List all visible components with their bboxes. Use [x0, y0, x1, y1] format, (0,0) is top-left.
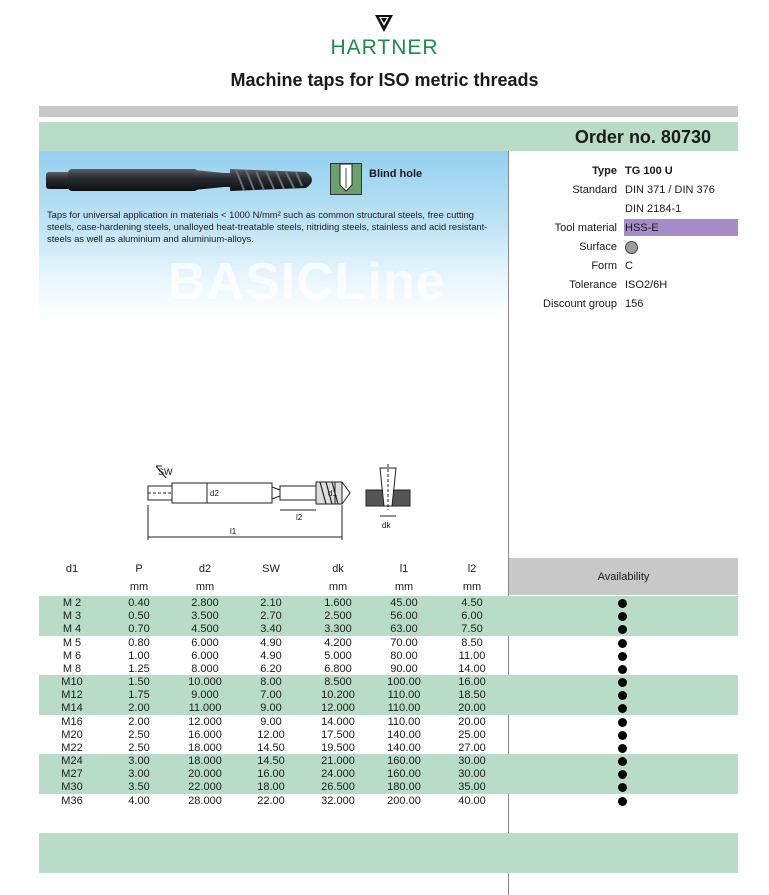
table-cell: 25.00 — [458, 728, 486, 741]
tap-dimension-diagram — [130, 458, 420, 540]
diagram-l1-label: l1 — [230, 527, 237, 536]
table-cell: 17.500 — [321, 728, 355, 741]
table-cell: 6.000 — [191, 636, 219, 649]
spec-value: DIN 371 / DIN 376 — [625, 184, 715, 196]
table-cell: M 4 — [62, 623, 82, 636]
table-cell: 22.000 — [188, 781, 222, 794]
column-header: P — [135, 563, 143, 575]
table-row — [39, 702, 738, 715]
table-cell: 20.00 — [458, 702, 486, 715]
table-cell: 1.25 — [128, 662, 150, 675]
table-cell: 20.00 — [458, 715, 486, 728]
availability-dot-icon — [618, 797, 627, 806]
table-cell: 110.00 — [387, 689, 421, 702]
spec-discount-group — [509, 295, 739, 314]
availability-dot-icon — [618, 599, 627, 608]
diagram-l2-label: l2 — [296, 513, 303, 522]
surface-uncoated-icon — [625, 241, 638, 254]
table-cell: 1.00 — [128, 649, 150, 662]
table-row — [39, 716, 738, 729]
table-cell: 180.00 — [387, 781, 421, 794]
hartner-logo-icon — [373, 12, 395, 34]
table-cell: 14.50 — [257, 755, 285, 768]
table-cell: 6.800 — [324, 662, 352, 675]
table-cell: 9.00 — [260, 702, 282, 715]
table-cell: M 2 — [62, 597, 82, 609]
availability-dot-icon — [618, 665, 627, 674]
table-cell: 28.000 — [188, 794, 222, 807]
column-unit: mm — [394, 581, 414, 593]
table-cell: 80.00 — [390, 649, 418, 662]
table-cell: 4.00 — [128, 794, 150, 807]
table-cell: M12 — [61, 689, 83, 702]
availability-dot-icon — [618, 612, 627, 621]
product-line-watermark: BASICLine — [168, 253, 446, 311]
table-cell: 11.00 — [458, 649, 486, 662]
table-cell: 16.00 — [257, 768, 285, 781]
spec-label: Discount group — [543, 298, 617, 310]
table-cell: 4.90 — [260, 649, 282, 662]
table-cell: 2.800 — [191, 597, 219, 609]
spec-tool-material — [509, 219, 739, 238]
table-cell: 12.000 — [188, 715, 222, 728]
table-cell: 70.00 — [390, 636, 418, 649]
column-header: d1 — [65, 563, 79, 575]
spec-label: Standard — [572, 184, 617, 196]
table-row — [39, 781, 738, 794]
table-cell: 2.50 — [128, 741, 150, 754]
table-cell: 6.000 — [191, 649, 219, 662]
spec-value: 156 — [625, 298, 644, 310]
table-cell: 14.50 — [257, 741, 285, 754]
spec-label: Tool material — [554, 222, 617, 234]
availability-dot-icon — [618, 783, 627, 792]
table-cell: M24 — [61, 755, 83, 768]
diagram-sw-label: SW — [158, 467, 173, 477]
table-cell: 16.000 — [188, 728, 222, 741]
table-cell: 160.00 — [387, 755, 421, 768]
table-cell: 63.00 — [390, 623, 418, 636]
table-cell: 8.500 — [324, 676, 352, 689]
table-cell: 140.00 — [387, 741, 421, 754]
table-cell: 3.00 — [128, 755, 150, 768]
availability-dot-icon — [618, 744, 627, 753]
table-cell: 7.00 — [260, 689, 282, 702]
table-cell: M 8 — [62, 662, 82, 675]
page-title: Machine taps for ISO metric threads — [230, 70, 539, 90]
table-cell: 22.00 — [257, 794, 285, 807]
availability-dot-icon — [618, 731, 627, 740]
table-row — [39, 689, 738, 702]
brand-name: HARTNER — [330, 36, 439, 59]
table-cell: 200.00 — [387, 794, 421, 807]
diagram-dk-label: dk — [382, 521, 391, 530]
table-row — [39, 623, 738, 636]
table-cell: M 5 — [62, 636, 82, 649]
column-unit: mm — [328, 581, 348, 593]
table-row — [39, 650, 738, 663]
table-cell: 140.00 — [387, 728, 421, 741]
table-row — [39, 676, 738, 689]
spec-surface — [509, 238, 739, 257]
table-cell: 1.600 — [324, 597, 352, 609]
spec-label: Form — [591, 260, 617, 272]
table-cell: 1.75 — [128, 689, 150, 702]
spec-value: ISO2/6H — [625, 279, 668, 291]
table-cell: 1.50 — [128, 676, 150, 689]
table-row — [39, 742, 738, 755]
table-row — [39, 597, 738, 610]
table-cell: 3.40 — [260, 623, 282, 636]
table-cell: 3.500 — [191, 610, 219, 623]
availability-dot-icon — [618, 639, 627, 648]
table-cell: 4.200 — [324, 636, 352, 649]
table-cell: 2.50 — [128, 728, 150, 741]
table-cell: M 6 — [62, 649, 82, 662]
column-unit: mm — [129, 581, 149, 593]
table-row — [39, 729, 738, 742]
table-cell: 8.000 — [191, 662, 219, 675]
column-header: d2 — [198, 563, 212, 575]
table-row — [39, 768, 738, 781]
table-cell: 16.00 — [458, 676, 486, 689]
table-cell: 4.90 — [260, 636, 282, 649]
spec-value — [625, 241, 638, 255]
availability-dot-icon — [618, 652, 627, 661]
table-cell: 18.000 — [188, 755, 222, 768]
table-cell: 4.500 — [191, 623, 219, 636]
availability-dot-icon — [618, 770, 627, 779]
table-cell: 11.000 — [188, 702, 222, 715]
spec-label: Tolerance — [569, 279, 617, 291]
table-cell: 2.00 — [128, 715, 150, 728]
table-cell: 30.00 — [458, 755, 486, 768]
table-cell: 2.500 — [324, 610, 352, 623]
column-header: l2 — [467, 563, 477, 575]
spec-value: TG 100 U — [625, 165, 673, 177]
table-cell: 3.300 — [324, 623, 352, 636]
spec-form — [509, 257, 739, 276]
availability-dot-icon — [618, 691, 627, 700]
table-cell: 18.50 — [458, 689, 486, 702]
table-cell: 0.80 — [128, 636, 150, 649]
table-cell: 18.00 — [257, 781, 285, 794]
footer-band — [39, 833, 738, 873]
table-cell: M27 — [61, 768, 83, 781]
spec-tolerance — [509, 276, 739, 295]
table-cell: M20 — [61, 728, 83, 741]
table-cell: 35.00 — [458, 781, 486, 794]
tap-product-icon — [44, 161, 320, 199]
table-row — [39, 795, 738, 808]
table-cell: M 3 — [62, 610, 82, 623]
spec-standard-2 — [509, 200, 739, 219]
column-header: dk — [332, 563, 344, 575]
table-cell: 100.00 — [387, 676, 421, 689]
table-cell: 12.000 — [321, 702, 355, 715]
availability-dot-icon — [618, 757, 627, 766]
table-cell: 3.50 — [128, 781, 150, 794]
spec-label: Surface — [579, 241, 617, 253]
spec-value: HSS-E — [625, 222, 659, 234]
diagram-d1-label: d1 — [328, 489, 337, 498]
diagram-d2-label: d2 — [210, 489, 219, 498]
table-cell: 12.00 — [257, 728, 285, 741]
table-cell: 2.00 — [128, 702, 150, 715]
spec-value: DIN 2184-1 — [625, 203, 682, 215]
column-header: l1 — [399, 563, 409, 575]
table-cell: M14 — [61, 702, 83, 715]
order-number: Order no. 80730 — [574, 127, 711, 147]
table-cell: 32.000 — [321, 794, 355, 807]
table-cell: M30 — [61, 781, 83, 794]
table-row — [39, 637, 738, 650]
availability-dot-icon — [618, 625, 627, 634]
table-cell: 14.00 — [458, 662, 486, 675]
table-cell: 24.000 — [321, 768, 355, 781]
table-cell: 26.500 — [321, 781, 355, 794]
table-cell: 160.00 — [387, 768, 421, 781]
table-cell: 6.20 — [260, 662, 282, 675]
table-cell: 20.000 — [188, 768, 222, 781]
table-cell: 45.00 — [390, 597, 418, 609]
availability-dot-icon — [618, 704, 627, 713]
table-cell: M10 — [61, 676, 83, 689]
spec-label: Type — [592, 165, 617, 177]
table-cell: 19.500 — [321, 741, 355, 754]
table-cell: 56.00 — [390, 610, 418, 623]
table-cell: 0.70 — [128, 623, 150, 636]
table-cell: 27.00 — [458, 741, 486, 754]
table-cell: M22 — [61, 741, 83, 754]
table-cell: 8.50 — [461, 636, 483, 649]
table-cell: 21.000 — [321, 755, 355, 768]
table-cell: 14.000 — [321, 715, 355, 728]
table-cell: 110.00 — [387, 702, 421, 715]
product-description: Taps for universal application in materials < 1000 N/mm² such as common structural steels, free cutting steels, case-hardening steels, unalloyed heat-treatable steels, nitriding steels, stainless and acid resistant-steels as well as aluminium and aluminium-alloys. — [47, 209, 488, 244]
availability-header: Availability — [597, 571, 650, 583]
table-cell: 9.000 — [191, 689, 219, 702]
spec-standard — [509, 181, 739, 200]
table-cell: 10.200 — [321, 689, 355, 702]
table-cell: 110.00 — [387, 715, 421, 728]
blind-hole-icon — [330, 163, 362, 195]
table-cell: 4.50 — [461, 597, 483, 609]
header-divider — [39, 106, 738, 117]
table-cell: 2.70 — [260, 610, 282, 623]
column-header: SW — [262, 563, 280, 575]
table-cell: 8.00 — [260, 676, 282, 689]
table-cell: M36 — [61, 794, 83, 807]
table-cell: 2.10 — [260, 597, 282, 609]
table-cell: 0.50 — [128, 610, 150, 623]
availability-dot-icon — [618, 678, 627, 687]
column-unit: mm — [195, 581, 215, 593]
table-cell: 7.50 — [461, 623, 483, 636]
table-cell: 30.00 — [458, 768, 486, 781]
table-cell: 40.00 — [458, 794, 486, 807]
table-row — [39, 663, 738, 676]
table-cell: M16 — [61, 715, 83, 728]
spec-value: C — [625, 260, 633, 272]
table-row — [39, 755, 738, 768]
blind-hole-label: Blind hole — [369, 168, 423, 180]
spec-type — [509, 162, 739, 181]
table-cell: 9.00 — [260, 715, 282, 728]
table-cell: 3.00 — [128, 768, 150, 781]
table-cell: 6.00 — [461, 610, 483, 623]
table-cell: 5.000 — [324, 649, 352, 662]
table-cell: 90.00 — [390, 662, 418, 675]
availability-dot-icon — [618, 718, 627, 727]
column-unit: mm — [462, 581, 482, 593]
table-row — [39, 610, 738, 623]
table-cell: 18.000 — [188, 741, 222, 754]
table-cell: 10.000 — [188, 676, 222, 689]
table-cell: 0.40 — [128, 597, 150, 609]
